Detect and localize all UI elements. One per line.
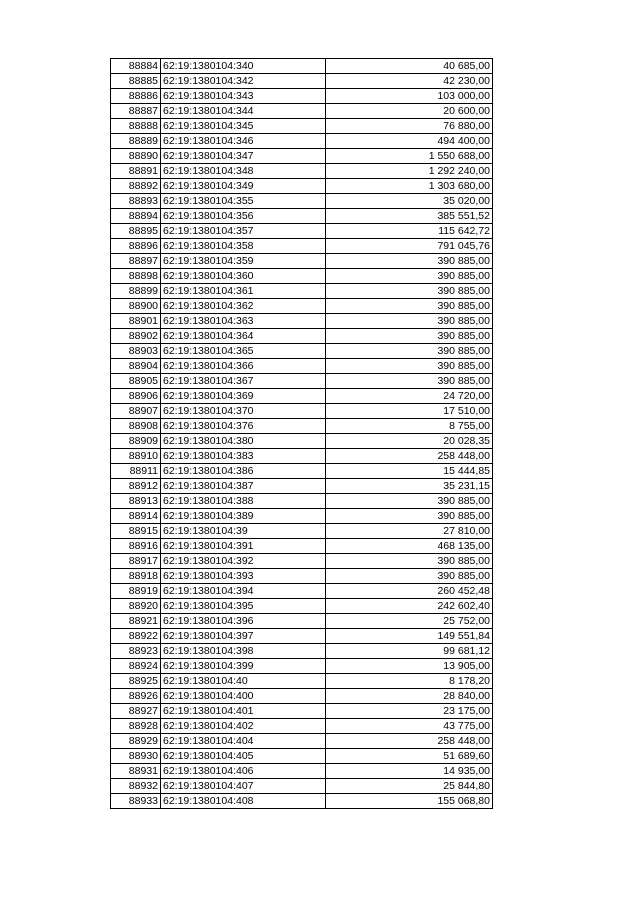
table-row: [111, 614, 493, 629]
cadastral-number-cell: 62:19:1380104:345: [161, 119, 326, 134]
cadastral-number-cell: 62:19:1380104:391: [161, 539, 326, 554]
row-number-cell: 88903: [111, 344, 161, 359]
row-number-cell: 88888: [111, 119, 161, 134]
amount-cell: 1 303 680,00: [326, 179, 493, 194]
row-number-cell: 88928: [111, 719, 161, 734]
cadastral-number-cell: 62:19:1380104:402: [161, 719, 326, 734]
cadastral-number-cell: 62:19:1380104:386: [161, 464, 326, 479]
table-row: [111, 704, 493, 719]
amount-cell: 51 689,60: [326, 749, 493, 764]
cadastral-number-cell: 62:19:1380104:347: [161, 149, 326, 164]
row-number-cell: 88907: [111, 404, 161, 419]
amount-cell: 390 885,00: [326, 314, 493, 329]
row-number-cell: 88915: [111, 524, 161, 539]
row-number-cell: 88925: [111, 674, 161, 689]
table-row: [111, 119, 493, 134]
row-number-cell: 88926: [111, 689, 161, 704]
row-number-cell: 88914: [111, 509, 161, 524]
row-number-cell: 88900: [111, 299, 161, 314]
amount-cell: 258 448,00: [326, 734, 493, 749]
table-row: [111, 359, 493, 374]
cadastral-number-cell: 62:19:1380104:342: [161, 74, 326, 89]
amount-cell: 17 510,00: [326, 404, 493, 419]
row-number-cell: 88924: [111, 659, 161, 674]
table-row: [111, 509, 493, 524]
row-number-cell: 88889: [111, 134, 161, 149]
table-row: [111, 644, 493, 659]
cadastral-number-cell: 62:19:1380104:406: [161, 764, 326, 779]
cadastral-number-cell: 62:19:1380104:392: [161, 554, 326, 569]
table-row: [111, 329, 493, 344]
amount-cell: 1 550 688,00: [326, 149, 493, 164]
amount-cell: 390 885,00: [326, 569, 493, 584]
amount-cell: 390 885,00: [326, 554, 493, 569]
amount-cell: 791 045,76: [326, 239, 493, 254]
table-row: [111, 254, 493, 269]
cadastral-number-cell: 62:19:1380104:358: [161, 239, 326, 254]
cadastral-number-cell: 62:19:1380104:361: [161, 284, 326, 299]
data-table: [110, 58, 493, 809]
cadastral-number-cell: 62:19:1380104:387: [161, 479, 326, 494]
cadastral-number-cell: 62:19:1380104:39: [161, 524, 326, 539]
amount-cell: 390 885,00: [326, 359, 493, 374]
cadastral-number-cell: 62:19:1380104:383: [161, 449, 326, 464]
amount-cell: 27 810,00: [326, 524, 493, 539]
row-number-cell: 88886: [111, 89, 161, 104]
row-number-cell: 88897: [111, 254, 161, 269]
table-row: [111, 629, 493, 644]
row-number-cell: 88892: [111, 179, 161, 194]
table-row: [111, 554, 493, 569]
cadastral-number-cell: 62:19:1380104:401: [161, 704, 326, 719]
amount-cell: 20 028,35: [326, 434, 493, 449]
cadastral-number-cell: 62:19:1380104:357: [161, 224, 326, 239]
table-row: [111, 689, 493, 704]
amount-cell: 1 292 240,00: [326, 164, 493, 179]
cadastral-number-cell: 62:19:1380104:376: [161, 419, 326, 434]
amount-cell: 28 840,00: [326, 689, 493, 704]
amount-cell: 390 885,00: [326, 344, 493, 359]
cadastral-number-cell: 62:19:1380104:369: [161, 389, 326, 404]
cadastral-number-cell: 62:19:1380104:348: [161, 164, 326, 179]
table-row: [111, 779, 493, 794]
cadastral-number-cell: 62:19:1380104:396: [161, 614, 326, 629]
row-number-cell: 88921: [111, 614, 161, 629]
table-row: [111, 89, 493, 104]
amount-cell: 14 935,00: [326, 764, 493, 779]
row-number-cell: 88894: [111, 209, 161, 224]
amount-cell: 103 000,00: [326, 89, 493, 104]
cadastral-number-cell: 62:19:1380104:388: [161, 494, 326, 509]
row-number-cell: 88913: [111, 494, 161, 509]
cadastral-number-cell: 62:19:1380104:400: [161, 689, 326, 704]
table-row: [111, 404, 493, 419]
amount-cell: 40 685,00: [326, 59, 493, 74]
table-row: [111, 194, 493, 209]
row-number-cell: 88918: [111, 569, 161, 584]
amount-cell: 8 755,00: [326, 419, 493, 434]
row-number-cell: 88932: [111, 779, 161, 794]
table-row: [111, 584, 493, 599]
amount-cell: 42 230,00: [326, 74, 493, 89]
amount-cell: 24 720,00: [326, 389, 493, 404]
row-number-cell: 88919: [111, 584, 161, 599]
table-row: [111, 749, 493, 764]
row-number-cell: 88909: [111, 434, 161, 449]
row-number-cell: 88895: [111, 224, 161, 239]
row-number-cell: 88906: [111, 389, 161, 404]
cadastral-number-cell: 62:19:1380104:398: [161, 644, 326, 659]
table-row: [111, 284, 493, 299]
table-row: [111, 224, 493, 239]
table-row: [111, 494, 493, 509]
table-row: [111, 539, 493, 554]
amount-cell: 25 844,80: [326, 779, 493, 794]
table-row: [111, 674, 493, 689]
cadastral-number-cell: 62:19:1380104:380: [161, 434, 326, 449]
row-number-cell: 88893: [111, 194, 161, 209]
row-number-cell: 88927: [111, 704, 161, 719]
table-row: [111, 764, 493, 779]
amount-cell: 43 775,00: [326, 719, 493, 734]
table-row: [111, 479, 493, 494]
row-number-cell: 88891: [111, 164, 161, 179]
table-row: [111, 434, 493, 449]
table-row: [111, 74, 493, 89]
row-number-cell: 88923: [111, 644, 161, 659]
cadastral-number-cell: 62:19:1380104:363: [161, 314, 326, 329]
cadastral-number-cell: 62:19:1380104:344: [161, 104, 326, 119]
row-number-cell: 88911: [111, 464, 161, 479]
row-number-cell: 88930: [111, 749, 161, 764]
cadastral-number-cell: 62:19:1380104:346: [161, 134, 326, 149]
table-row: [111, 299, 493, 314]
row-number-cell: 88905: [111, 374, 161, 389]
amount-cell: 20 600,00: [326, 104, 493, 119]
table-row: [111, 524, 493, 539]
amount-cell: 390 885,00: [326, 269, 493, 284]
cadastral-number-cell: 62:19:1380104:355: [161, 194, 326, 209]
cadastral-number-cell: 62:19:1380104:362: [161, 299, 326, 314]
amount-cell: 115 642,72: [326, 224, 493, 239]
cadastral-number-cell: 62:19:1380104:360: [161, 269, 326, 284]
table-row: [111, 419, 493, 434]
table-body: [111, 59, 493, 809]
amount-cell: 25 752,00: [326, 614, 493, 629]
table-row: [111, 794, 493, 809]
cadastral-number-cell: 62:19:1380104:395: [161, 599, 326, 614]
amount-cell: 35 231,15: [326, 479, 493, 494]
table-row: [111, 239, 493, 254]
cadastral-number-cell: 62:19:1380104:367: [161, 374, 326, 389]
amount-cell: 390 885,00: [326, 509, 493, 524]
cadastral-number-cell: 62:19:1380104:389: [161, 509, 326, 524]
row-number-cell: 88910: [111, 449, 161, 464]
cadastral-number-cell: 62:19:1380104:359: [161, 254, 326, 269]
cadastral-number-cell: 62:19:1380104:40: [161, 674, 326, 689]
table-row: [111, 734, 493, 749]
table-row: [111, 134, 493, 149]
amount-cell: 260 452,48: [326, 584, 493, 599]
row-number-cell: 88933: [111, 794, 161, 809]
amount-cell: 390 885,00: [326, 494, 493, 509]
amount-cell: 390 885,00: [326, 299, 493, 314]
table-row: [111, 164, 493, 179]
cadastral-number-cell: 62:19:1380104:343: [161, 89, 326, 104]
table-row: [111, 269, 493, 284]
table-row: [111, 314, 493, 329]
row-number-cell: 88931: [111, 764, 161, 779]
table-row: [111, 569, 493, 584]
amount-cell: 155 068,80: [326, 794, 493, 809]
table-row: [111, 374, 493, 389]
table-row: [111, 449, 493, 464]
row-number-cell: 88890: [111, 149, 161, 164]
table-row: [111, 464, 493, 479]
cadastral-number-cell: 62:19:1380104:399: [161, 659, 326, 674]
table-row: [111, 719, 493, 734]
amount-cell: 468 135,00: [326, 539, 493, 554]
row-number-cell: 88922: [111, 629, 161, 644]
cadastral-number-cell: 62:19:1380104:405: [161, 749, 326, 764]
amount-cell: 149 551,84: [326, 629, 493, 644]
row-number-cell: 88916: [111, 539, 161, 554]
cadastral-number-cell: 62:19:1380104:370: [161, 404, 326, 419]
table-row: [111, 59, 493, 74]
amount-cell: 23 175,00: [326, 704, 493, 719]
row-number-cell: 88917: [111, 554, 161, 569]
amount-cell: 390 885,00: [326, 374, 493, 389]
amount-cell: 8 178,20: [326, 674, 493, 689]
amount-cell: 99 681,12: [326, 644, 493, 659]
table-row: [111, 149, 493, 164]
cadastral-number-cell: 62:19:1380104:340: [161, 59, 326, 74]
amount-cell: 76 880,00: [326, 119, 493, 134]
table-row: [111, 344, 493, 359]
row-number-cell: 88908: [111, 419, 161, 434]
amount-cell: 13 905,00: [326, 659, 493, 674]
table-row: [111, 179, 493, 194]
cadastral-number-cell: 62:19:1380104:407: [161, 779, 326, 794]
row-number-cell: 88901: [111, 314, 161, 329]
cadastral-number-cell: 62:19:1380104:404: [161, 734, 326, 749]
cadastral-number-cell: 62:19:1380104:366: [161, 359, 326, 374]
amount-cell: 35 020,00: [326, 194, 493, 209]
amount-cell: 242 602,40: [326, 599, 493, 614]
table-row: [111, 599, 493, 614]
cadastral-number-cell: 62:19:1380104:349: [161, 179, 326, 194]
amount-cell: 390 885,00: [326, 284, 493, 299]
amount-cell: 15 444,85: [326, 464, 493, 479]
amount-cell: 494 400,00: [326, 134, 493, 149]
row-number-cell: 88904: [111, 359, 161, 374]
row-number-cell: 88902: [111, 329, 161, 344]
cadastral-number-cell: 62:19:1380104:364: [161, 329, 326, 344]
row-number-cell: 88896: [111, 239, 161, 254]
amount-cell: 390 885,00: [326, 329, 493, 344]
amount-cell: 390 885,00: [326, 254, 493, 269]
row-number-cell: 88929: [111, 734, 161, 749]
cadastral-number-cell: 62:19:1380104:365: [161, 344, 326, 359]
cadastral-number-cell: 62:19:1380104:356: [161, 209, 326, 224]
table-row: [111, 389, 493, 404]
table-row: [111, 659, 493, 674]
amount-cell: 385 551,52: [326, 209, 493, 224]
row-number-cell: 88884: [111, 59, 161, 74]
amount-cell: 258 448,00: [326, 449, 493, 464]
cadastral-number-cell: 62:19:1380104:393: [161, 569, 326, 584]
row-number-cell: 88898: [111, 269, 161, 284]
row-number-cell: 88920: [111, 599, 161, 614]
cadastral-number-cell: 62:19:1380104:394: [161, 584, 326, 599]
row-number-cell: 88912: [111, 479, 161, 494]
row-number-cell: 88885: [111, 74, 161, 89]
table-row: [111, 104, 493, 119]
table-row: [111, 209, 493, 224]
cadastral-number-cell: 62:19:1380104:397: [161, 629, 326, 644]
cadastral-number-cell: 62:19:1380104:408: [161, 794, 326, 809]
row-number-cell: 88899: [111, 284, 161, 299]
row-number-cell: 88887: [111, 104, 161, 119]
